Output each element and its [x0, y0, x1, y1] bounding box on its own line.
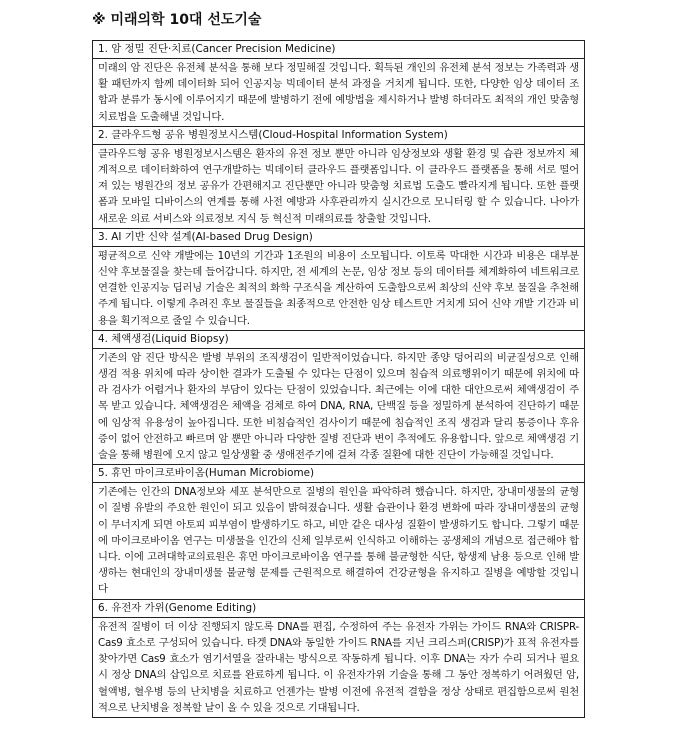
section-6-body: 유전적 질병이 더 이상 진행되지 않도록 DNA를 편집, 수정하여 주는 유전자 가위는 가이드 RNA와 CRISPR-Cas9 효소로 구성되어 있습니다. 타겟 DNA와 동일한 가이드 RNA를 지닌 크리스퍼(CRISP)가 표적 유전자를 찾아가면 Cas9 효소가 염기서열을 잘라내는 방식으로 작동하게 됩니다. 이후 DNA는 자가 수리 되거나 필요 시 정상 DNA의 삽입으로 치료를 완료하게 됩니다. 이 유전자가위 기술을 통해 그 동안 정복하기 어려웠던 암, 혈액병, 혈우병 등의 난치병을 치료하고 언젠가는 발병 이전에 유전적 결함을 정상 상태로 편집함으로써 원천적으로 난치병을 정복할 날이 올 수 있을 것으로 기대됩니다. — [93, 617, 585, 717]
section-2-body: 클라우드형 공유 병원정보시스템은 환자의 유전 정보 뿐만 아니라 임상정보와 생활 환경 및 습관 정보까지 체계적으로 데이터화하여 연구개발하는 빅데이터 클라우드 플랫폼입니다. 이 클라우드 플랫폼을 통해 서로 떨어져 있는 병원간의 정보 공유가 간편해지고 진단뿐만 아니라 맞춤형 치료법 도출도 빨라지게 됩니다. 또한 플랫폼과 모바일 디바이스의 연계를 통해 사전 예방과 사후관리까지 실시간으로 모니터링 할 수 있습니다. 나아가 새로운 의료 서비스와 의료정보 지식 등 혁신적 미래의료를 창출할 것입니다. — [93, 144, 585, 228]
section-heading-row — [93, 41, 585, 59]
section-heading-row — [93, 228, 585, 246]
document-title: ※ 미래의학 10대 선도기술 — [92, 12, 262, 28]
section-body-row — [93, 246, 585, 330]
section-body-row — [93, 348, 585, 464]
section-heading-row — [93, 126, 585, 144]
section-1-body: 미래의 암 진단은 유전체 분석을 통해 보다 정밀해질 것입니다. 획득된 개인의 유전체 분석 정보는 가족력과 생활 패턴까지 함께 데이터화 되어 인공지능 빅데이터 분석 과정을 거치게 됩니다. 또한, 다양한 임상 데이터 조합과 분류가 동시에 이루어지기 때문에 발병하기 전에 예방법을 제시하거나 발병 하더라도 최적의 개인 맞춤형 치료법을 도출해낼 것입니다. — [93, 59, 585, 127]
section-heading-row — [93, 330, 585, 348]
section-5-heading: 5. 휴먼 마이크로바이옴(Human Microbiome) — [93, 465, 585, 483]
technology-table — [92, 40, 585, 718]
section-heading-row — [93, 599, 585, 617]
section-6-heading: 6. 유전자 가위(Genome Editing) — [93, 599, 585, 617]
section-body-row — [93, 483, 585, 599]
section-3-heading: 3. AI 기반 신약 설계(AI-based Drug Design) — [93, 228, 585, 246]
section-4-body: 기존의 암 진단 방식은 발병 부위의 조직생검이 일반적이었습니다. 하지만 종양 덩어리의 비균질성으로 인해 생검 적용 위치에 따라 상이한 결과가 도출될 수 있다는 단점이 있으며 침습적 의료행위이기 때문에 위치에 따라 검사가 어렵거나 환자의 부담이 있다는 단점이 있었습니다. 최근에는 이에 대한 대안으로써 체액생검이 주목 받고 있습니다. 체액생검은 체액을 검체로 하여 DNA, RNA, 단백질 등을 정밀하게 분석하여 진단하기 때문에 임상적 유용성이 높아집니다. 또한 비침습적인 검사이기 때문에 침습적인 조직 생검과 달리 통증이나 후유증이 없어 안전하고 빠르며 암 뿐만 아니라 다양한 질병 진단과 변이 추적에도 유용합니다. 앞으로 체액생검 기술을 통해 병원에 오지 않고 일상생활 중 생애전주기에 걸쳐 각종 질환에 대한 진단이 가능해질 것입니다. — [93, 348, 585, 464]
section-heading-row — [93, 465, 585, 483]
section-body-row — [93, 617, 585, 717]
section-4-heading: 4. 체액생검(Liquid Biopsy) — [93, 330, 585, 348]
section-5-body: 기존에는 인간의 DNA정보와 세포 분석만으로 질병의 원인을 파악하려 했습니다. 하지만, 장내미생물의 균형이 질병 유발의 주요한 원인이 되고 있음이 밝혀졌습니다. 생활 습관이나 환경 변화에 따라 장내미생물의 균형이 무너지게 되면 아토피 피부염이 발생하기도 하고, 비만 같은 대사성 질환이 발생하기도 합니다. 그렇기 때문에 마이크로바이옴 연구는 미생물을 인간의 신체 일부로써 인식하고 이해하는 공생체의 개념으로 접근해야 합니다. 이에 고려대학교의료원은 휴먼 마이크로바이옴 연구를 통해 불균형한 식단, 항생제 남용 등으로 인해 발생하는 현대인의 장내미생물 불균형 문제를 근원적으로 해결하여 건강균형을 유지하고 질병을 예방할 것입니다 — [93, 483, 585, 599]
section-body-row — [93, 144, 585, 228]
section-2-heading: 2. 클라우드형 공유 병원정보시스템(Cloud-Hospital Information System) — [93, 126, 585, 144]
section-3-body: 평균적으로 신약 개발에는 10년의 기간과 1조원의 비용이 소모됩니다. 이토록 막대한 시간과 비용은 대부분 신약 후보물질을 찾는데 들어갑니다. 하지만, 전 세계의 논문, 임상 정보 등의 데이터를 체계화하여 네트워크로 연결한 인공지능 딥러닝 기술은 최적의 화학 구조식을 계산하여 도출함으로써 최상의 신약 후보 물질을 추천해 주게 됩니다. 이렇게 추려진 후보 물질들을 최종적으로 안전한 임상 테스트만 거치게 되어 신약 개발 기간과 비용을 획기적으로 줄일 수 있습니다. — [93, 246, 585, 330]
section-1-heading: 1. 암 정밀 진단·치료(Cancer Precision Medicine) — [93, 41, 585, 59]
section-body-row — [93, 59, 585, 127]
